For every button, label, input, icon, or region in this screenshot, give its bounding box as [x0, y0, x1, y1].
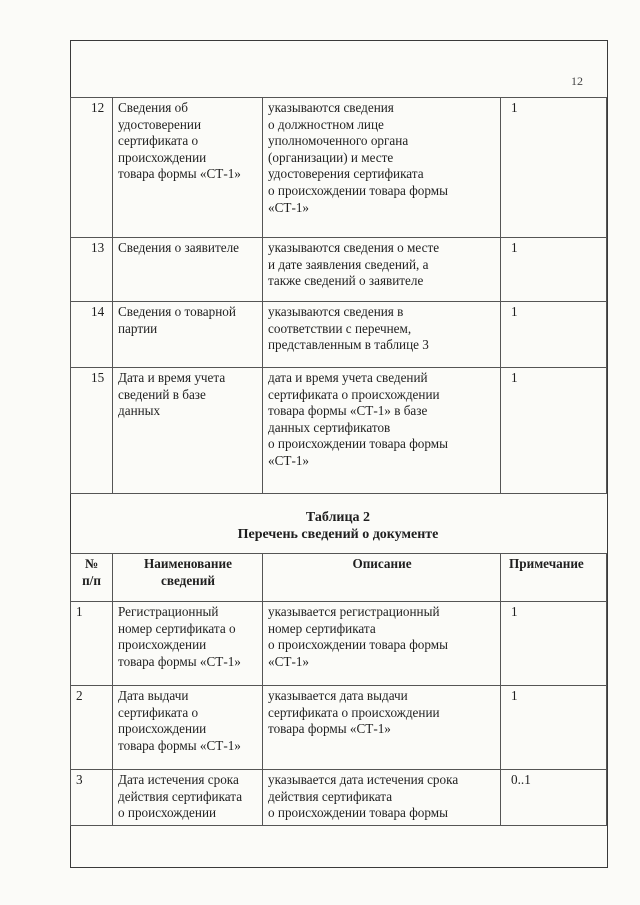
- row-note: 1: [501, 238, 607, 302]
- row-number: 13: [71, 238, 113, 302]
- header-name: Наименование сведений: [113, 554, 263, 602]
- header-note: Примечание: [501, 554, 607, 602]
- table-header-row: [71, 554, 607, 602]
- row-note: 1: [501, 686, 607, 770]
- row-number: 3: [71, 770, 113, 826]
- table-2: [70, 553, 607, 826]
- row-description: указывается регистрационный номер сертификата о происхождении товара формы «СТ-1»: [263, 602, 501, 686]
- page-number: 12: [571, 74, 583, 88]
- row-note: 0..1: [501, 770, 607, 826]
- row-note: 1: [501, 368, 607, 494]
- row-description: указываются сведения в соответствии с перечнем, представленным в таблице 3: [263, 302, 501, 368]
- row-description: указываются сведения о должностном лице уполномоченного органа (организации) и месте удостоверения сертификата о происхождении товара формы «СТ-1»: [263, 98, 501, 238]
- header-description: Описание: [263, 554, 501, 602]
- row-description: дата и время учета сведений сертификата о происхождении товара формы «СТ-1» в базе данных сертификатов о происхождении товара формы «СТ-1»: [263, 368, 501, 494]
- header-number: № п/п: [71, 554, 113, 602]
- table-row: [71, 770, 607, 826]
- table-row: [71, 686, 607, 770]
- row-name: Регистрационный номер сертификата о происхождении товара формы «СТ-1»: [113, 602, 263, 686]
- row-description: указывается дата выдачи сертификата о происхождении товара формы «СТ-1»: [263, 686, 501, 770]
- table-row: [71, 302, 607, 368]
- row-name: Дата и время учета сведений в базе данных: [113, 368, 263, 494]
- table-row: [71, 98, 607, 238]
- row-note: 1: [501, 98, 607, 238]
- row-note: 1: [501, 302, 607, 368]
- row-name: Сведения об удостоверении сертификата о происхождении товара формы «СТ-1»: [113, 98, 263, 238]
- table-row: [71, 368, 607, 494]
- table-2-label: Таблица 2: [305, 510, 371, 525]
- row-name: Дата истечения срока действия сертификата о происхождении: [113, 770, 263, 826]
- row-number: 14: [71, 302, 113, 368]
- row-name: Сведения о товарной партии: [113, 302, 263, 368]
- row-number: 2: [71, 686, 113, 770]
- table-1-continued: [70, 97, 607, 494]
- row-name: Сведения о заявителе: [113, 238, 263, 302]
- row-number: 15: [71, 368, 113, 494]
- row-note: 1: [501, 602, 607, 686]
- table-row: [71, 602, 607, 686]
- row-description: указываются сведения о месте и дате заявления сведений, а также сведений о заявителе: [263, 238, 501, 302]
- row-name: Дата выдачи сертификата о происхождении товара формы «СТ-1»: [113, 686, 263, 770]
- row-number: 12: [71, 98, 113, 238]
- row-description: указывается дата истечения срока действия сертификата о происхождении товара формы: [263, 770, 501, 826]
- table-row: [71, 238, 607, 302]
- table-2-title: Перечень сведений о документе: [237, 527, 439, 542]
- row-number: 1: [71, 602, 113, 686]
